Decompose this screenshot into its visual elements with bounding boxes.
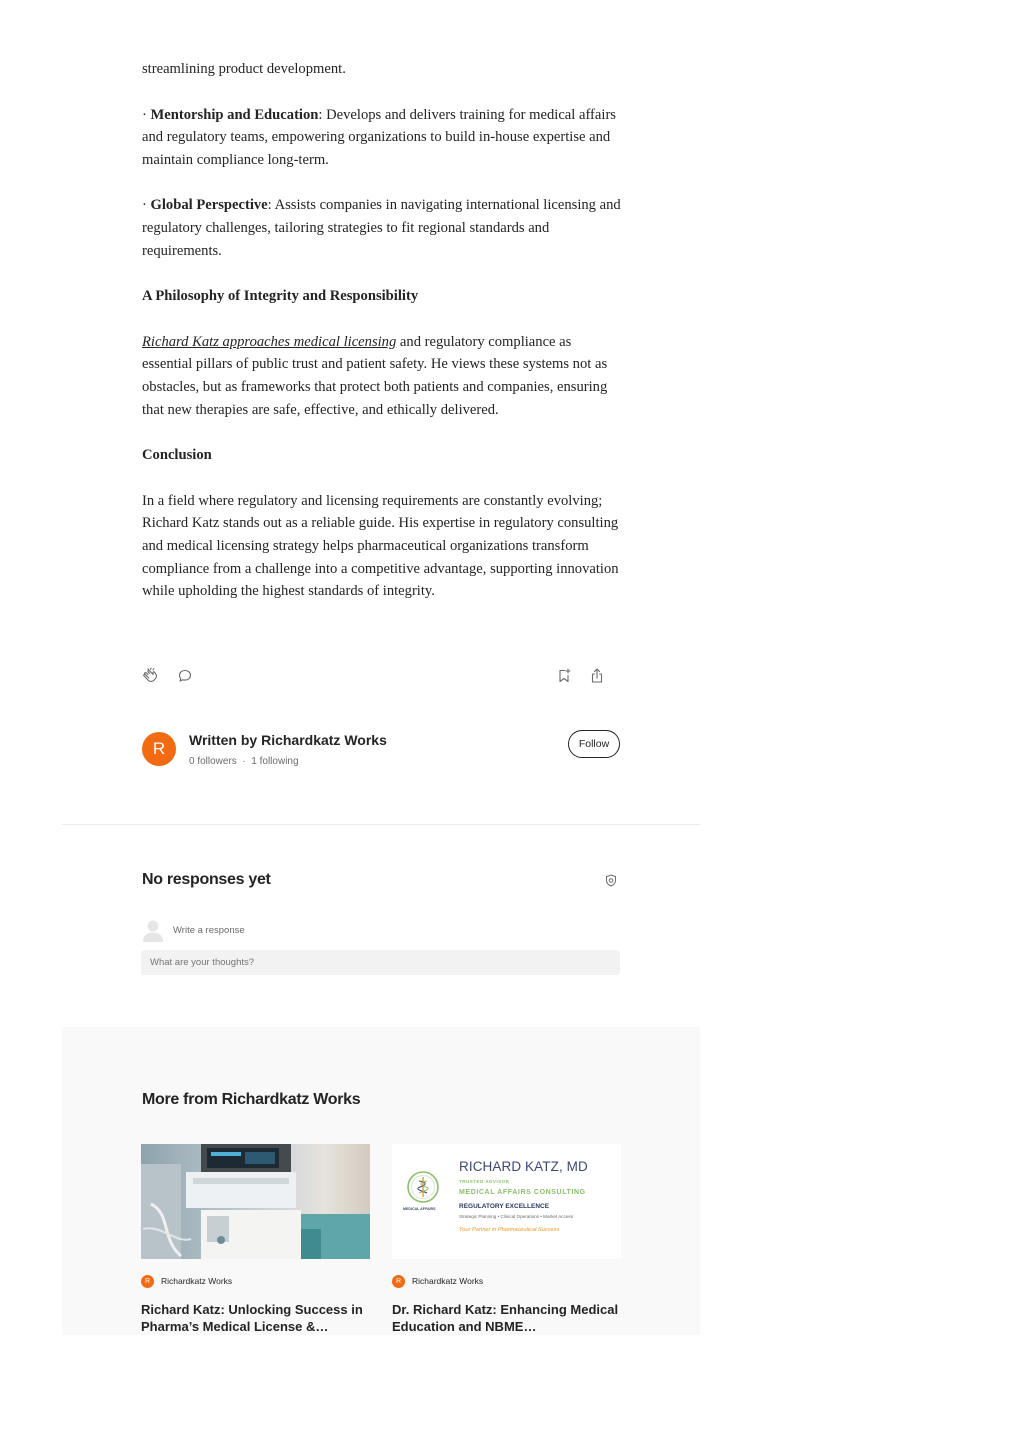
bullet-symbol: · [142, 106, 147, 123]
heading-philosophy [142, 285, 622, 308]
logo-trusted: TRUSTED ADVISOR [459, 1179, 510, 1184]
philosophy-text: and regulatory compliance as essential pillars of public trust and patient safety. He views these systems not as obstacles, but as frameworks that protect both patients and companies, ensuring that new therapies are safe, effective, and ethically delivered. [142, 333, 608, 418]
paragraph-philosophy [142, 331, 622, 421]
article-actions [142, 667, 620, 687]
heading-conclusion [142, 444, 622, 467]
logo-name: RICHARD KATZ, MD [459, 1159, 588, 1174]
author-block [142, 730, 620, 770]
philosophy-link[interactable]: Richard Katz approaches medical licensing [142, 333, 397, 350]
clap-icon[interactable] [142, 667, 160, 685]
story-author-name[interactable]: Richardkatz Works [412, 1276, 484, 1286]
story-card[interactable] [392, 1144, 621, 1334]
followers-count[interactable]: 0 followers [189, 756, 237, 767]
more-from-author-section [62, 1027, 700, 1335]
responses-title: No responses yet [142, 871, 271, 888]
bullet-symbol: · [142, 197, 147, 214]
story-card[interactable] [141, 1144, 370, 1334]
story-thumbnail-logo[interactable] [392, 1144, 621, 1259]
story-thumbnail-medical-equipment[interactable] [141, 1144, 370, 1259]
written-by[interactable]: Written by Richardkatz Works [189, 732, 387, 748]
shield-icon[interactable] [605, 874, 617, 887]
write-response-label: Write a response [173, 925, 245, 936]
user-avatar-placeholder-icon [142, 918, 164, 942]
story-author-name[interactable]: Richardkatz Works [161, 1276, 233, 1286]
bullet-title: Global Perspective [150, 197, 268, 214]
paragraph-intro-tail: streamlining product development. [142, 61, 346, 77]
bullet-text: : Assists companies in navigating international licensing and regulatory challenges, tailoring strategies to fit regional standards and requirements. [142, 197, 621, 259]
mini-avatar: R [392, 1275, 405, 1288]
paragraph-conclusion: In a field where regulatory and licensing requirements are constantly evolving; Richard Katz stands out as a reliable guide. His expertise in regulatory consulting and medical licensing strategy helps pharmaceutical organizations transform compliance from a challenge into a competitive advantage, supporting innovation while upholding the highest standards of integrity. [142, 492, 619, 600]
story-title[interactable]: Dr. Richard Katz: Enhancing Medical Education and NBME… [392, 1302, 619, 1334]
stats-separator: · [242, 756, 246, 767]
author-stats [189, 756, 299, 767]
logo-tagline: Your Partner in Pharmaceutical Success [459, 1227, 560, 1233]
logo-excellence: REGULATORY EXCELLENCE [459, 1203, 550, 1210]
follow-button[interactable]: Follow [568, 730, 620, 758]
bullet-text: : Develops and delivers training for medical affairs and regulatory teams, empowering organizations to build in-house expertise and maintain compliance long-term. [142, 106, 616, 168]
bullet-mentorship [142, 104, 622, 172]
share-icon[interactable] [588, 667, 606, 685]
response-input[interactable] [141, 950, 620, 975]
heading-philosophy-text: A Philosophy of Integrity and Responsibility [142, 288, 419, 305]
bookmark-add-icon[interactable] [555, 667, 573, 685]
avatar[interactable]: R [142, 732, 176, 766]
caduceus-logo-icon [406, 1170, 440, 1204]
section-divider [62, 824, 700, 825]
mini-avatar: R [141, 1275, 154, 1288]
story-title[interactable]: Richard Katz: Unlocking Success in Pharma’s Medical License &… [141, 1302, 363, 1334]
comment-icon[interactable] [176, 667, 194, 685]
logo-services: Strategic Planning • Clinical Operations • Market Access [459, 1214, 574, 1219]
bullet-global [142, 194, 622, 262]
heading-conclusion-text: Conclusion [142, 447, 212, 464]
more-from-title: More from Richardkatz Works [142, 1091, 361, 1108]
article-body [142, 58, 622, 626]
logo-ring-label: MEDICAL AFFAIRS [403, 1207, 436, 1211]
bullet-title: Mentorship and Education [150, 106, 319, 123]
following-count[interactable]: 1 following [251, 756, 299, 767]
logo-consulting: MEDICAL AFFAIRS CONSULTING [459, 1189, 586, 1196]
